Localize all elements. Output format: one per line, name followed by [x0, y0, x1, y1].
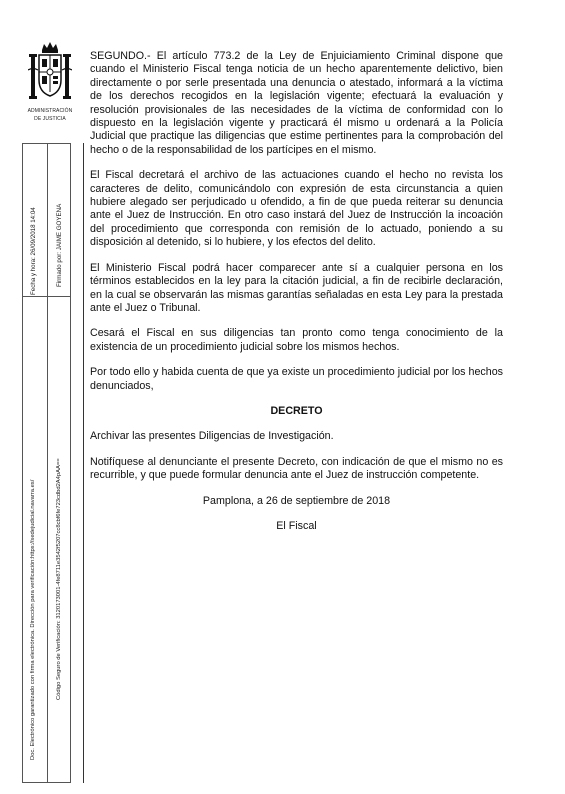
margin-line — [83, 143, 84, 783]
paragraph-cese: Cesará el Fiscal en sus diligencias tan pronto como tenga conocimiento de la existencia de un procedimiento judicial sobre los mismos hechos. — [90, 327, 503, 353]
paragraph-archivo: El Fiscal decretará el archivo de las actuaciones cuando el hecho no revista los caracteres de delito, comunicándolo con expresión de esta circunstancia a quien hubiere alegado ser perjudicado u ofendido, a fin de que pueda reiterar su denuncia ante el Juez de Instrucción. En otro caso instará del Juez de Instrucción la incoación del procedimiento que corresponda con remisión de lo actuado, poniendo a su disposición al detenido, si lo hubiere, y los efectos del delito. — [90, 169, 503, 249]
sidebar-divider — [47, 144, 48, 782]
sidebar-date-text: Fecha y hora: 26/09/2018 14:04 — [30, 207, 37, 295]
paragraph-notifiquese: Notifíquese al denunciante el presente Decreto, con indicación de que el mismo no es recurrible, y que puede formular denuncia ante el Juez de instrucción competente. — [90, 455, 503, 482]
coat-of-arms-icon — [28, 40, 72, 106]
place-date: Pamplona, a 26 de septiembre de 2018 — [202, 494, 391, 507]
sidebar-verification-code-text: Código Seguro de Verificación: 3120173001-4fe8711e3542f5207cc8cbf6fe723cdbd2A4pAA== — [56, 458, 62, 700]
document-body — [90, 50, 503, 545]
decreto-heading: DECRETO — [270, 404, 323, 417]
paragraph-comparecencia: El Ministerio Fiscal podrá hacer comparecer ante sí a cualquier persona en los términos establecidos en la ley para la citación judicial, a fin de recibirle declaración, en la cual se observarán las mismas garantías señaladas en esta Ley para la prestada ante el Juez o Tribunal. — [90, 261, 503, 314]
sidebar-electronic-doc-text: Doc. Electrónico garantizado con firma electrónica. Dirección para verificación:https://sedejudicial.navarra.es/ — [30, 479, 36, 760]
sidebar-signed-by-text: Firmado por: JAIME GOYENA — [56, 203, 63, 287]
paragraph-archivar: Archivar las presentes Diligencias de Investigación. — [90, 430, 334, 443]
paragraph-segundo: SEGUNDO.- El artículo 773.2 de la Ley de Enjuiciamiento Criminal dispone que cuando el Ministerio Fiscal tenga noticia de un hecho aparentemente delictivo, bien directamente o por serle presentada una denuncia o atestado, informará a la víctima de los derechos recogidos en la legislación vigente; efectuará la evaluación y resolución provisionales de las necesidades de la víctima de conformidad con lo dispuesto en la legislación vigente y practicará él mismo u ordenará a la Policía Judicial que practique las diligencias que estime pertinentes para la comprobación del hecho o de la responsabilidad de los partícipes en el mismo. — [90, 50, 503, 156]
paragraph-por-todo-ello: Por todo ello y habida cuenta de que ya existe un procedimiento judicial por los hechos denunciados, — [90, 366, 503, 392]
sidebar-divider-horizontal — [23, 296, 70, 297]
logo-text-line2: DE JUSTICIA — [34, 116, 66, 122]
signature-line: El Fiscal — [276, 519, 317, 532]
coat-of-arms-logo — [20, 40, 80, 122]
logo-text-line1: ADMINISTRACIÓN — [27, 108, 73, 114]
